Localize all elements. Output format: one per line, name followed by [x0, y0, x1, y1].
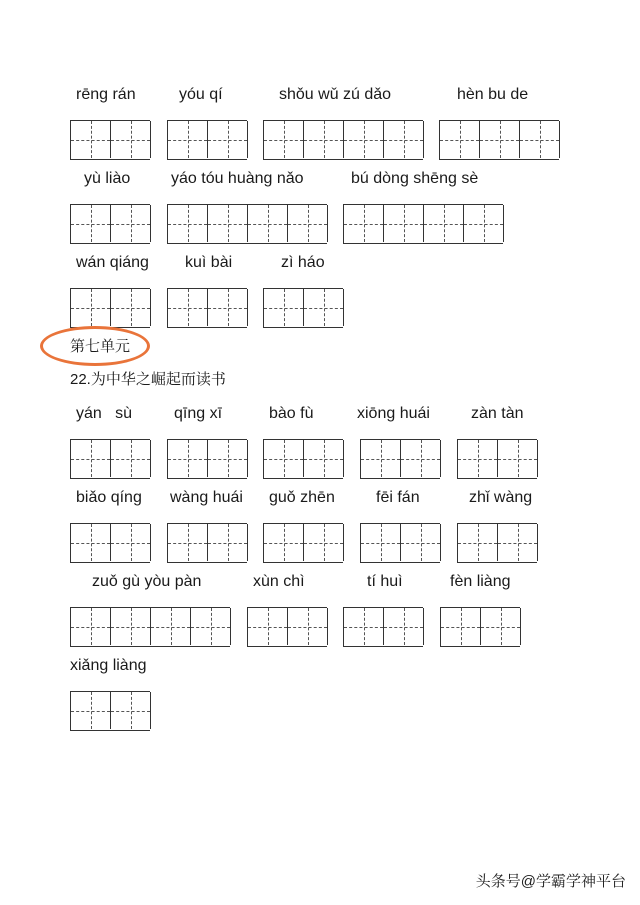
tian-grid-cell[interactable]	[344, 205, 384, 242]
tian-grid-cell[interactable]	[208, 440, 248, 477]
tian-grid-cell[interactable]	[168, 121, 208, 158]
tian-grid-cell[interactable]	[111, 121, 151, 158]
tian-grid-cell[interactable]	[111, 608, 151, 645]
tian-grid-cell[interactable]	[264, 289, 304, 326]
writing-grid	[263, 439, 343, 479]
pinyin-label: bú dòng shēng sè	[351, 170, 479, 187]
tian-grid-cell[interactable]	[111, 205, 151, 242]
tian-grid-cell[interactable]	[111, 289, 151, 326]
tian-grid-cell[interactable]	[304, 440, 344, 477]
pinyin-label: zhǐ wàng	[469, 489, 533, 506]
pinyin-label: yáo tóu huàng nǎo	[171, 170, 304, 187]
pinyin-label: xiōng huái	[357, 405, 430, 422]
tian-grid-cell[interactable]	[71, 524, 111, 561]
writing-grid	[263, 523, 343, 563]
pinyin-label: yóu qí	[179, 86, 223, 103]
pinyin-label: yán sù	[76, 405, 133, 422]
writing-grid	[167, 288, 247, 328]
tian-grid-cell[interactable]	[498, 524, 538, 561]
tian-grid-cell[interactable]	[424, 205, 464, 242]
tian-grid-cell[interactable]	[458, 440, 498, 477]
writing-grid	[263, 288, 343, 328]
writing-grid	[70, 523, 150, 563]
writing-grid	[70, 288, 150, 328]
tian-grid-cell[interactable]	[71, 692, 111, 729]
tian-grid-cell[interactable]	[520, 121, 560, 158]
pinyin-label: zàn tàn	[471, 405, 524, 422]
pinyin-label: guǒ zhēn	[269, 489, 335, 506]
tian-grid-cell[interactable]	[71, 205, 111, 242]
writing-grid	[343, 204, 503, 244]
pinyin-label: zì háo	[281, 254, 325, 271]
writing-grid	[360, 439, 440, 479]
tian-grid-cell[interactable]	[208, 205, 248, 242]
pinyin-label: wán qiáng	[76, 254, 149, 271]
tian-grid-cell[interactable]	[361, 524, 401, 561]
tian-grid-cell[interactable]	[498, 440, 538, 477]
tian-grid-cell[interactable]	[480, 121, 520, 158]
writing-grid	[70, 607, 230, 647]
pinyin-label: xùn chì	[253, 573, 305, 590]
tian-grid-cell[interactable]	[288, 608, 328, 645]
pinyin-label: xiǎng liàng	[70, 657, 147, 674]
tian-grid-cell[interactable]	[361, 440, 401, 477]
tian-grid-cell[interactable]	[441, 608, 481, 645]
tian-grid-cell[interactable]	[208, 121, 248, 158]
tian-grid-cell[interactable]	[168, 440, 208, 477]
tian-grid-cell[interactable]	[401, 524, 441, 561]
writing-grid	[457, 439, 537, 479]
writing-grid	[70, 439, 150, 479]
tian-grid-cell[interactable]	[111, 524, 151, 561]
tian-grid-cell[interactable]	[344, 121, 384, 158]
tian-grid-cell[interactable]	[264, 524, 304, 561]
tian-grid-cell[interactable]	[168, 289, 208, 326]
writing-grid	[167, 120, 247, 160]
tian-grid-cell[interactable]	[208, 289, 248, 326]
writing-grid	[70, 120, 150, 160]
lesson-title: 22.为中华之崛起而读书	[70, 371, 226, 388]
tian-grid-cell[interactable]	[168, 524, 208, 561]
writing-grid	[457, 523, 537, 563]
tian-grid-cell[interactable]	[111, 440, 151, 477]
tian-grid-cell[interactable]	[384, 608, 424, 645]
writing-grid	[439, 120, 559, 160]
writing-grid	[343, 607, 423, 647]
pinyin-label: hèn bu de	[457, 86, 529, 103]
tian-grid-cell[interactable]	[248, 608, 288, 645]
writing-grid	[440, 607, 520, 647]
tian-grid-cell[interactable]	[384, 121, 424, 158]
writing-grid	[167, 439, 247, 479]
pinyin-label: yù liào	[84, 170, 131, 187]
pinyin-label: shǒu wǔ zú dǎo	[279, 86, 392, 103]
pinyin-label: bào fù	[269, 405, 314, 422]
tian-grid-cell[interactable]	[481, 608, 521, 645]
tian-grid-cell[interactable]	[384, 205, 424, 242]
pinyin-label: rēng rán	[76, 86, 136, 103]
tian-grid-cell[interactable]	[304, 121, 344, 158]
writing-grid	[247, 607, 327, 647]
tian-grid-cell[interactable]	[248, 205, 288, 242]
pinyin-label: fēi fán	[376, 489, 420, 506]
pinyin-label: zuǒ gù yòu pàn	[92, 573, 202, 590]
tian-grid-cell[interactable]	[344, 608, 384, 645]
writing-grid	[70, 204, 150, 244]
writing-grid	[263, 120, 423, 160]
tian-grid-cell[interactable]	[288, 205, 328, 242]
tian-grid-cell[interactable]	[208, 524, 248, 561]
tian-grid-cell[interactable]	[168, 205, 208, 242]
writing-grid	[167, 204, 327, 244]
tian-grid-cell[interactable]	[401, 440, 441, 477]
pinyin-label: fèn liàng	[450, 573, 511, 590]
tian-grid-cell[interactable]	[71, 289, 111, 326]
tian-grid-cell[interactable]	[464, 205, 504, 242]
pinyin-label: qīng xī	[174, 405, 223, 422]
tian-grid-cell[interactable]	[151, 608, 191, 645]
writing-grid	[70, 691, 150, 731]
pinyin-label: kuì bài	[185, 254, 233, 271]
tian-grid-cell[interactable]	[71, 440, 111, 477]
watermark: 头条号@学霸学神平台	[475, 873, 626, 890]
writing-grid	[167, 523, 247, 563]
tian-grid-cell[interactable]	[71, 608, 111, 645]
tian-grid-cell[interactable]	[304, 524, 344, 561]
writing-grid	[360, 523, 440, 563]
tian-grid-cell[interactable]	[264, 440, 304, 477]
tian-grid-cell[interactable]	[458, 524, 498, 561]
tian-grid-cell[interactable]	[111, 692, 151, 729]
pinyin-label: biǎo qíng	[76, 489, 142, 506]
pinyin-label: wàng huái	[170, 489, 243, 506]
pinyin-label: tí huì	[367, 573, 403, 590]
tian-grid-cell[interactable]	[440, 121, 480, 158]
tian-grid-cell[interactable]	[71, 121, 111, 158]
unit-title: 第七单元	[70, 338, 131, 355]
tian-grid-cell[interactable]	[191, 608, 231, 645]
tian-grid-cell[interactable]	[264, 121, 304, 158]
tian-grid-cell[interactable]	[304, 289, 344, 326]
